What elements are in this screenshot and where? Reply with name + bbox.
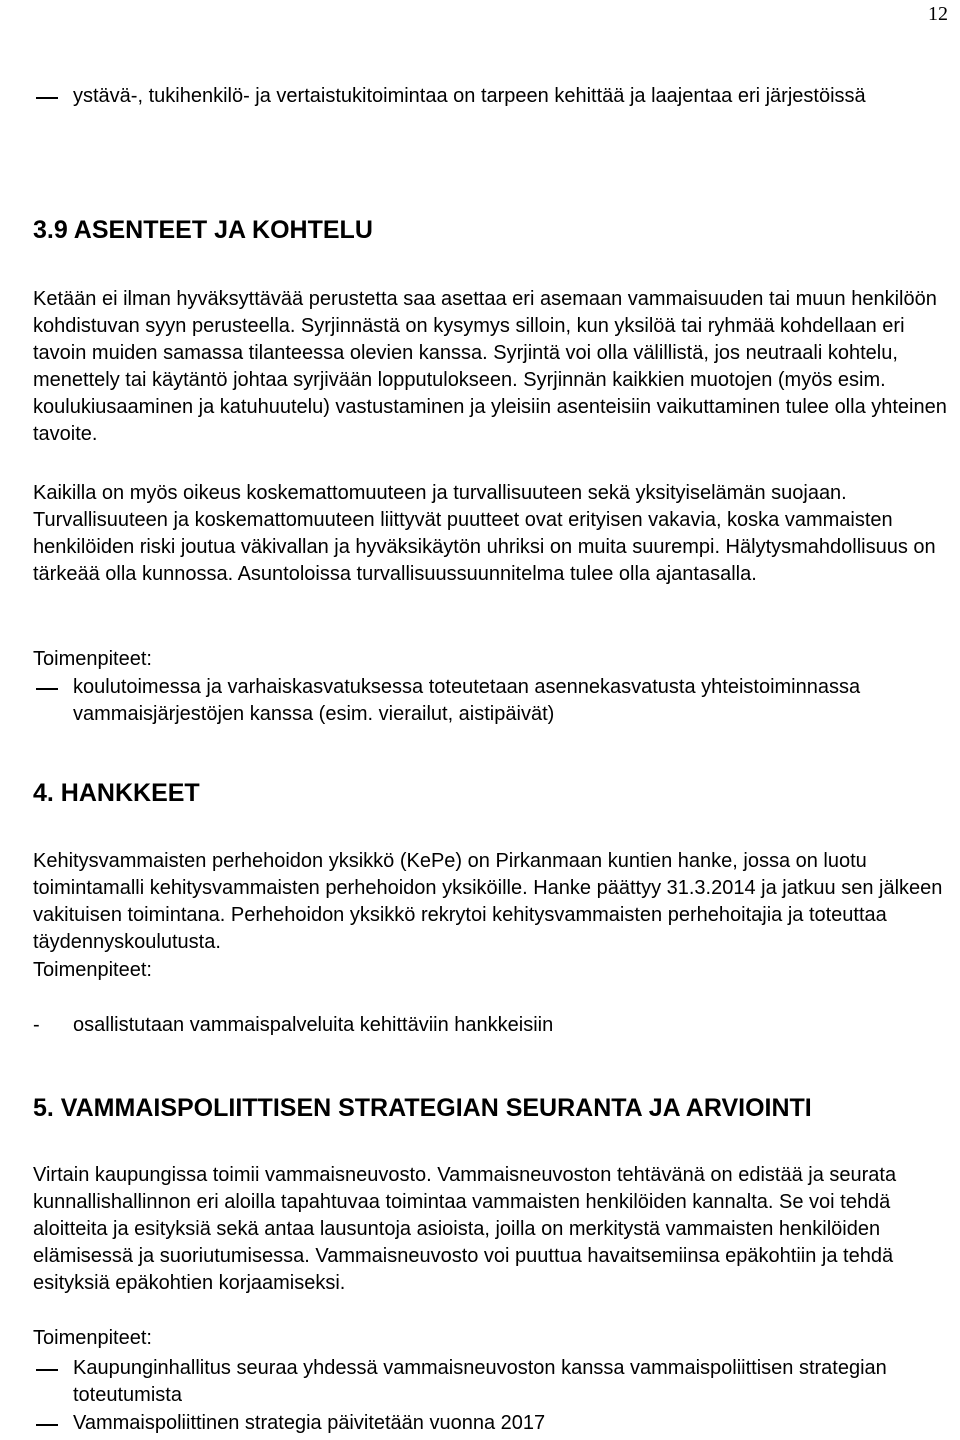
- list-item: [33, 1355, 955, 1409]
- paragraph: Virtain kaupungissa toimii vammaisneuvosto. Vammaisneuvoston tehtävänä on edistää ja seurata kunnallishallinnon eri aloilla tapahtuvaa toimintaa vammaisten henkilöiden kannalta. Se voi tehdä aloitteita ja esityksiä sekä antaa lausuntoja asioista, joilla on merkitystä vammaisten henkilöiden elämisessä ja suoriutumisessa. Vammaisneuvosto voi puuttua havaitsemiinsa epäkohtiin ja tehdä esityksiä epäkohtien korjaamiseksi.: [33, 1164, 897, 1294]
- section-heading-5: 5. VAMMAISPOLIITTISEN STRATEGIAN SEURANTA JA ARVIOINTI: [33, 1094, 812, 1122]
- section-heading-4: 4. HANKKEET: [33, 779, 200, 807]
- list-item: [33, 1012, 955, 1039]
- paragraph: Kaikilla on myös oikeus koskemattomuuteen ja turvallisuuteen sekä yksityiselämän suojaan. Turvallisuuteen ja koskemattomuuteen liittyvät puutteet ovat erityisen vakavia, koska vammaisten henkilöiden riski joutua väkivallan ja hyväksikäytön uhriksi on muita suurempi. Hälytysmahdollisuus on tärkeää olla kunnossa. Asuntoloissa turvallisuussuunnitelma tulee olla ajantasalla.: [33, 482, 936, 585]
- paragraph: Ketään ei ilman hyväksyttävää perustetta saa asettaa eri asemaan vammaisuuden tai muun henkilöön kohdistuvan syyn perusteella. Syrjinnästä on kysymys silloin, kun yksilöä tai ryhmää kohdellaan eri tavoin muiden samassa tilanteessa olevien kanssa. Syrjintä voi olla välillistä, jos neutraali kohtelu, menettely tai käytäntö johtaa syrjivään lopputulokseen. Syrjinnän kaikkien muotojen (myös esim. koulukiusaaminen ja katuhuutelu) vastustaminen ja yleisiin asenteisiin vaikuttaminen tulee olla yhteinen tavoite.: [33, 288, 947, 445]
- toimenpiteet-label: Toimenpiteet:: [33, 959, 152, 981]
- hyphen-bullet-icon: -: [33, 1014, 40, 1036]
- list-item-text: koulutoimessa ja varhaiskasvatuksessa toteutetaan asennekasvatusta yhteistoiminnassa vammaisjärjestöjen kanssa (esim. vierailut, aistipäivät): [73, 676, 861, 725]
- list-item-text: Vammaispoliittinen strategia päivitetään vuonna 2017: [73, 1412, 546, 1434]
- toimenpiteet-label: Toimenpiteet:: [33, 648, 152, 670]
- list-item-text: Kaupunginhallitus seuraa yhdessä vammaisneuvoston kanssa vammaispoliittisen strategian toteutumista: [73, 1357, 887, 1406]
- list-item: [33, 83, 955, 110]
- list-item: [33, 674, 955, 728]
- page-number: 12: [928, 3, 948, 25]
- list-item-text: osallistutaan vammaispalveluita kehittäviin hankkeisiin: [73, 1014, 554, 1036]
- section-heading-3-9: 3.9 ASENTEET JA KOHTELU: [33, 216, 373, 244]
- toimenpiteet-label: Toimenpiteet:: [33, 1327, 152, 1349]
- list-item-text: ystävä-, tukihenkilö- ja vertaistukitoimintaa on tarpeen kehittää ja laajentaa eri järjestöissä: [73, 85, 866, 107]
- paragraph: Kehitysvammaisten perhehoidon yksikkö (KePe) on Pirkanmaan kuntien hanke, jossa on luotu toimintamalli kehitysvammaisten perhehoidon yksiköille. Hanke päättyy 31.3.2014 ja jatkuu sen jälkeen vakituisen toimintana. Perhehoidon yksikkö rekrytoi kehitysvammaisten perhehoitajia ja toteuttaa täydennyskoulutusta.: [33, 850, 943, 953]
- list-item: [33, 1410, 955, 1437]
